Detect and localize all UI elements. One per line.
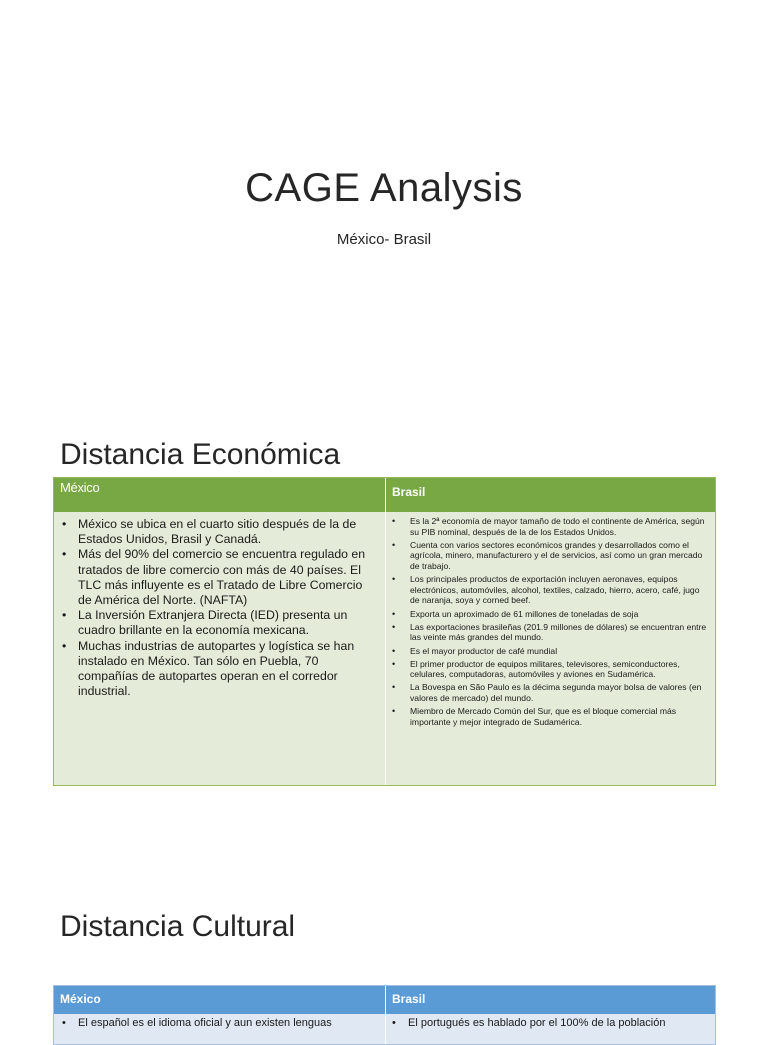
presentation-subtitle: México- Brasil: [336, 231, 432, 248]
list-item: • Cuenta con varios sectores económicos grandes y desarrollados como el agrícola, minero, manufacturero y el de servicios, así como un gran mercado de trabajo.: [390, 540, 711, 572]
brasil-column: [385, 1014, 715, 1045]
list-item: • El portugués es hablado por el 100% de la población: [392, 1017, 709, 1030]
list-item: • Es la 2ª economía de mayor tamaño de todo el continente de América, según su PIB nominal, después de la de los Estados Unidos.: [390, 516, 711, 537]
list-item: • Las exportaciones brasileñas (201.9 millones de dólares) se encuentran entre las veinte más grandes del mundo.: [390, 622, 711, 643]
list-item: • Muchas industrias de autopartes y logística se han instalado en México. Tan sólo en Puebla, 70 compañías de autopartes operan en el corredor industrial.: [62, 639, 379, 700]
list-item: • La Bovespa en São Paulo es la décima segunda mayor bolsa de valores (en valores de mercado) del mundo.: [390, 682, 711, 703]
header-mexico: México: [60, 480, 100, 495]
list-item: • El primer productor de equipos militares, televisores, semiconductores, celulares, computadoras, automóviles y aviones en Sudamérica.: [390, 659, 711, 680]
table-body-row: [54, 1014, 715, 1045]
mexico-column: [54, 512, 385, 786]
presentation-title: CAGE Analysis: [245, 166, 523, 210]
header-brasil: Brasil: [385, 478, 715, 512]
header-brasil: Brasil: [385, 986, 715, 1014]
cultural-distance-title: Distancia Cultural: [60, 910, 296, 943]
table-header-row: [54, 986, 715, 1014]
table-body-row: [54, 512, 715, 786]
table-header-row: [54, 478, 715, 512]
economic-distance-table: [53, 477, 716, 786]
list-item: • México se ubica en el cuarto sitio después de la de Estados Unidos, Brasil y Canadá.: [62, 517, 379, 547]
list-item: • Es el mayor productor de café mundial: [390, 646, 711, 657]
list-item: • El español es el idioma oficial y aun existen lenguas: [62, 1017, 379, 1030]
list-item: • Exporta un aproximado de 61 millones de toneladas de soja: [390, 609, 711, 620]
cultural-distance-table: [53, 985, 716, 1045]
list-item: • Los principales productos de exportación incluyen aeronaves, equipos electrónicos, automóviles, alcohol, textiles, calzado, hierro, acero, café, jugo de naranja, soya y corned beef.: [390, 574, 711, 606]
brasil-column: [385, 512, 715, 786]
header-mexico: México: [60, 992, 101, 1006]
mexico-column: [54, 1014, 385, 1045]
economic-distance-title: Distancia Económica: [60, 438, 341, 471]
list-item: • La Inversión Extranjera Directa (IED) presenta un cuadro brillante en la economía mexicana.: [62, 608, 379, 638]
title-slide: [0, 0, 768, 410]
list-item: • Miembro de Mercado Común del Sur, que es el bloque comercial más importante y mejor integrado de Sudamérica.: [390, 706, 711, 727]
list-item: • Más del 90% del comercio se encuentra regulado en tratados de libre comercio con más de 40 países. El TLC más influyente es el Tratado de Libre Comercio de América del Norte. (NAFTA): [62, 547, 379, 608]
